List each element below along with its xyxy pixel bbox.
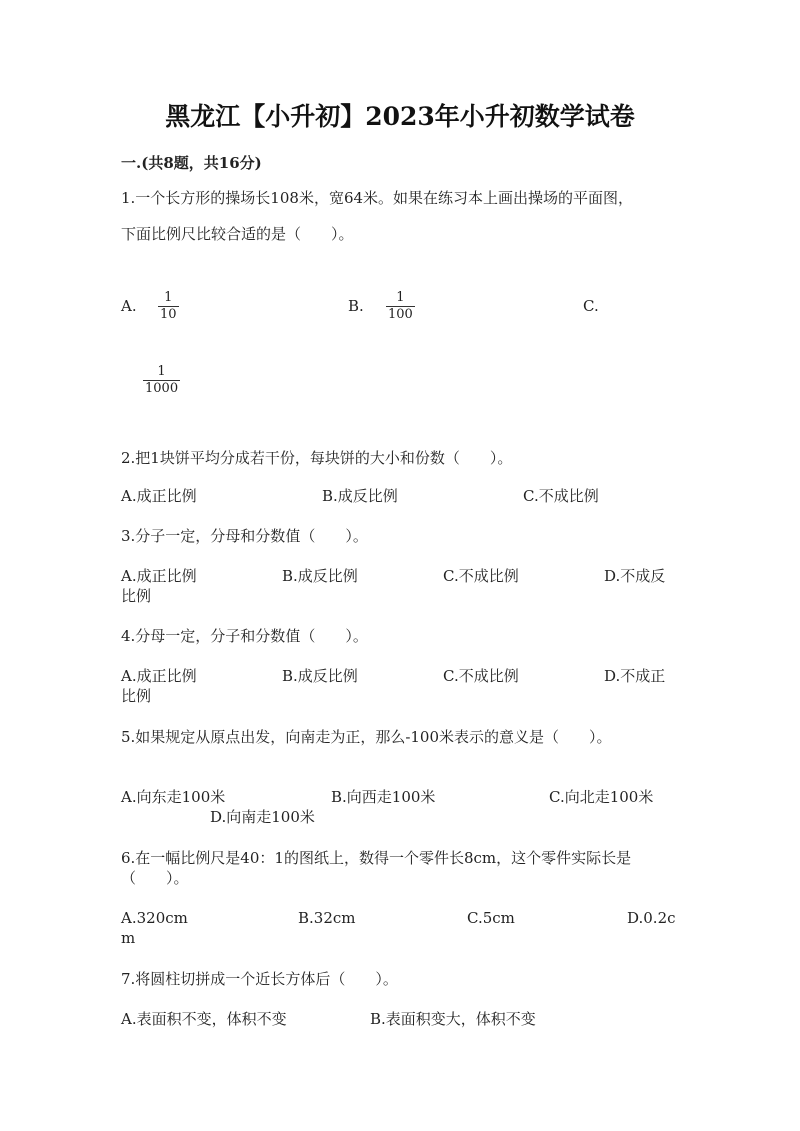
- q1-option-c-label: C.: [583, 297, 599, 315]
- question-5-text: 5.如果规定从原点出发，向南走为正，那么-100米表示的意义是（ ）。: [121, 728, 612, 746]
- q3-option-c: C.不成比例: [443, 567, 519, 585]
- q3-option-b: B.成反比例: [282, 567, 358, 585]
- question-1-line-1: 1.一个长方形的操场长108米，宽64米。如果在练习本上画出操场的平面图，: [121, 189, 634, 207]
- q1-option-b-fraction: [386, 290, 415, 323]
- page-title: 黑龙江【小升初】2023年小升初数学试卷: [165, 102, 635, 131]
- section-heading: 一.(共8题，共16分): [121, 154, 262, 172]
- q1-option-b-label: B.: [348, 297, 364, 315]
- q4-option-d: D.不成正: [604, 667, 666, 685]
- q7-option-b: B.表面积变大，体积不变: [370, 1010, 536, 1028]
- q1-option-a-label: A.: [121, 297, 137, 315]
- q2-option-b: B.成反比例: [322, 487, 398, 505]
- q1-option-c-numerator: 1: [157, 364, 166, 379]
- question-6-line-2: （ ）。: [121, 869, 189, 887]
- question-7-text: 7.将圆柱切拼成一个近长方体后（ ）。: [121, 970, 398, 988]
- q6-option-b: B.32cm: [298, 909, 356, 927]
- q6-option-a: A.320cm: [121, 909, 188, 927]
- q4-option-d-wrap: 比例: [121, 687, 152, 705]
- q1-option-a-fraction: [158, 290, 179, 323]
- q6-option-d: D.0.2c: [627, 909, 676, 927]
- q1-option-c-denominator: 1000: [145, 381, 179, 396]
- q6-option-c: C.5cm: [467, 909, 515, 927]
- q1-option-b-numerator: 1: [396, 290, 405, 305]
- q4-option-b: B.成反比例: [282, 667, 358, 685]
- question-6-line-1: 6.在一幅比例尺是40：1的图纸上，数得一个零件长8cm，这个零件实际长是: [121, 849, 632, 867]
- question-1-line-2: 下面比例尺比较合适的是（ ）。: [121, 225, 354, 243]
- q3-option-a: A.成正比例: [121, 567, 197, 585]
- question-4-text: 4.分母一定，分子和分数值（ ）。: [121, 627, 368, 645]
- q7-option-a: A.表面积不变，体积不变: [121, 1010, 287, 1028]
- q1-option-c-fraction: [143, 364, 180, 397]
- q1-option-a-numerator: 1: [164, 290, 173, 305]
- q5-option-b: B.向西走100米: [331, 788, 436, 806]
- q4-option-c: C.不成比例: [443, 667, 519, 685]
- q1-option-a-denominator: 10: [160, 307, 177, 322]
- q2-option-c: C.不成比例: [523, 487, 599, 505]
- q3-option-d-wrap: 比例: [121, 587, 152, 605]
- q2-option-a: A.成正比例: [121, 487, 197, 505]
- q6-option-d-wrap: m: [121, 929, 136, 947]
- q4-option-a: A.成正比例: [121, 667, 197, 685]
- q3-option-d: D.不成反: [604, 567, 666, 585]
- q5-option-d: D.向南走100米: [210, 808, 315, 826]
- q5-option-a: A.向东走100米: [121, 788, 226, 806]
- q1-option-b-denominator: 100: [388, 307, 413, 322]
- q5-option-c: C.向北走100米: [549, 788, 654, 806]
- question-2-text: 2.把1块饼平均分成若干份，每块饼的大小和份数（ ）。: [121, 449, 513, 467]
- question-3-text: 3.分子一定，分母和分数值（ ）。: [121, 527, 368, 545]
